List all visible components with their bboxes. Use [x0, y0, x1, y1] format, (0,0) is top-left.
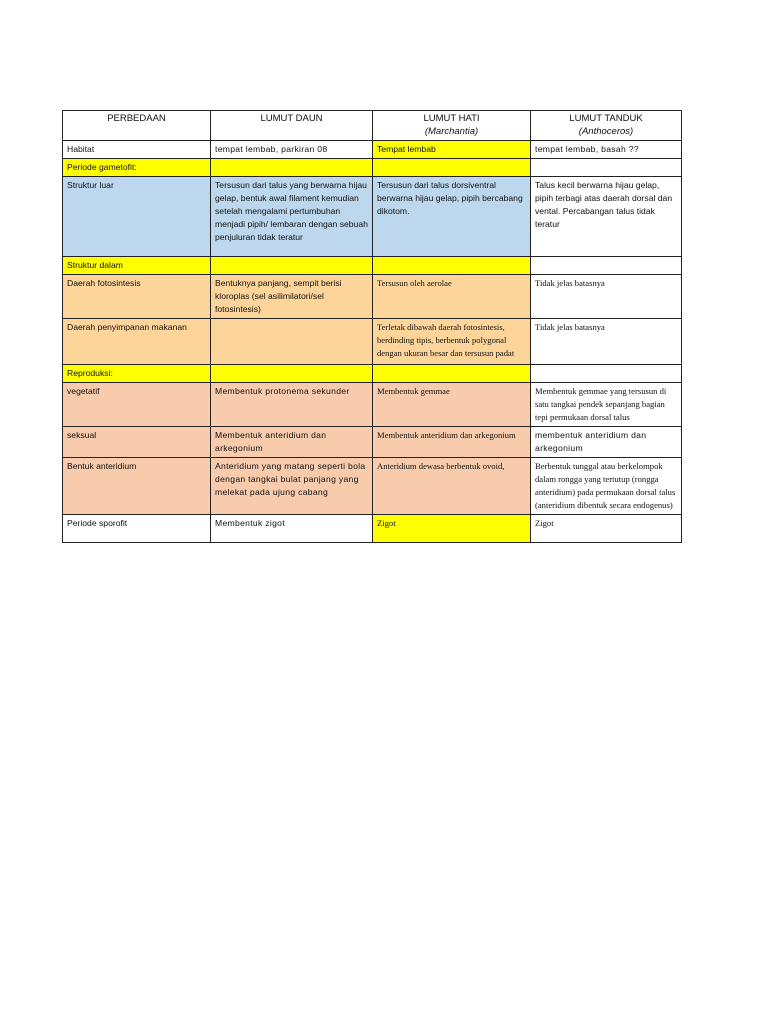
- table-row: [63, 427, 682, 458]
- cell-tanduk: Membentuk gemmae yang tersusun di satu tangkai pendek sepanjang bagian tepi permukaan dorsal talus: [531, 383, 682, 427]
- section-label: Struktur dalam: [63, 257, 211, 275]
- cell-hati: Tersusun dari talus dorsiventral berwarna hijau gelap, pipih bercabang dikotom.: [373, 177, 531, 257]
- section-cell: [373, 365, 531, 383]
- section-cell: [531, 365, 682, 383]
- header-row: [63, 111, 682, 141]
- cell-daun: [211, 319, 373, 365]
- cell-daun: Membentuk zigot: [211, 515, 373, 543]
- cell-daun: Membentuk anteridium dan arkegonium: [211, 427, 373, 458]
- header-perbedaan: PERBEDAAN: [63, 111, 211, 141]
- cell-tanduk: Zigot: [531, 515, 682, 543]
- header-lumut-hati-title: LUMUT HATI: [423, 113, 480, 124]
- cell-tanduk: membentuk anteridium dan arkegonium: [531, 427, 682, 458]
- table-row: [63, 177, 682, 257]
- section-cell: [373, 257, 531, 275]
- row-label: seksual: [63, 427, 211, 458]
- table-row: [63, 383, 682, 427]
- header-lumut-tanduk: [531, 111, 682, 141]
- cell-hati: Terletak dibawah daerah fotosintesis, berdinding tipis, berbentuk polygonal dengan ukuran besar dan tersusun padat: [373, 319, 531, 365]
- header-lumut-tanduk-title: LUMUT TANDUK: [569, 113, 643, 124]
- section-cell: [211, 365, 373, 383]
- table-row: [63, 515, 682, 543]
- header-lumut-tanduk-subtitle: (Anthoceros): [578, 126, 634, 137]
- row-label: Daerah penyimpanan makanan: [63, 319, 211, 365]
- row-label: Bentuk anteridium: [63, 458, 211, 515]
- section-cell: [531, 159, 682, 177]
- comparison-table: [62, 110, 682, 543]
- cell-tanduk: Talus kecil berwarna hijau gelap, pipih terbagi atas daerah dorsal dan vental. Percabangan talus tidak teratur: [531, 177, 682, 257]
- cell-hati: Membentuk gemmae: [373, 383, 531, 427]
- cell-tanduk: Berbentuk tunggal atau berkelompok dalam rongga yang tertutup (rongga anteridium) pada permukaan dorsal talus (anteridium dibentuk secara endogenus): [531, 458, 682, 515]
- cell-daun: Anteridium yang matang seperti bola dengan tangkai bulat panjang yang melekat pada ujung cabang: [211, 458, 373, 515]
- row-label: Struktur luar: [63, 177, 211, 257]
- section-label: Reproduksi:: [63, 365, 211, 383]
- table-row: [63, 141, 682, 159]
- section-cell: [373, 159, 531, 177]
- cell-daun: Bentuknya panjang, sempit berisi kloroplas (sel asilimilatori/sel fotosintesis): [211, 275, 373, 319]
- row-label: Habitat: [63, 141, 211, 159]
- cell-hati: Anteridium dewasa berbentuk ovoid,: [373, 458, 531, 515]
- section-label: Periode gametofit:: [63, 159, 211, 177]
- cell-daun: Membentuk protonema sekunder: [211, 383, 373, 427]
- header-lumut-hati-subtitle: (Marchantia): [424, 126, 479, 137]
- cell-tanduk: tempat lembab, basah ??: [531, 141, 682, 159]
- section-cell: [211, 159, 373, 177]
- section-row: [63, 159, 682, 177]
- table-row: [63, 275, 682, 319]
- row-label: vegetatif: [63, 383, 211, 427]
- cell-hati: Tempat lembab: [373, 141, 531, 159]
- header-lumut-daun: LUMUT DAUN: [211, 111, 373, 141]
- section-cell: [211, 257, 373, 275]
- row-label: Periode sporofit: [63, 515, 211, 543]
- cell-hati: Membentuk anteridium dan arkegonium: [373, 427, 531, 458]
- section-row: [63, 365, 682, 383]
- cell-hati: Tersusun oleh aerolae: [373, 275, 531, 319]
- cell-daun: Tersusun dari talus yang berwarna hijau gelap, bentuk awal filament kemudian setelah mengalami pertumbuhan menjadi pipih/ lembaran dengan sebuah penjuluran tidak teratur: [211, 177, 373, 257]
- header-lumut-hati: [373, 111, 531, 141]
- cell-tanduk: Tidak jelas batasnya: [531, 319, 682, 365]
- cell-daun: tempat lembab, parkiran 08: [211, 141, 373, 159]
- section-row: [63, 257, 682, 275]
- row-label: Daerah fotosintesis: [63, 275, 211, 319]
- table-row: [63, 319, 682, 365]
- cell-hati: Zigot: [373, 515, 531, 543]
- section-cell: [531, 257, 682, 275]
- cell-tanduk: Tidak jelas batasnya: [531, 275, 682, 319]
- table-row: [63, 458, 682, 515]
